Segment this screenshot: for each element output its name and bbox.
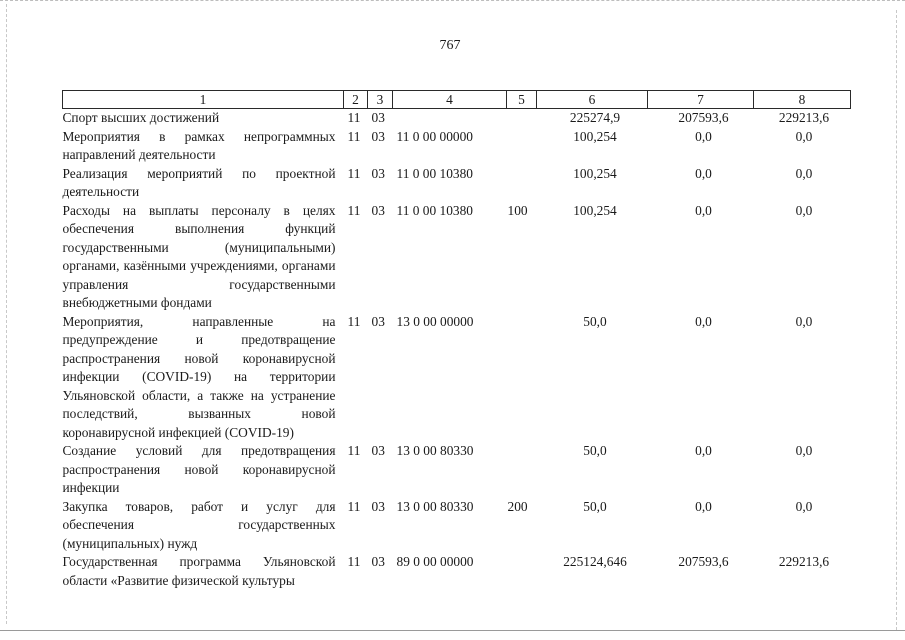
column-header-amount-2: 7 [648,91,754,109]
row-target-code [393,109,507,128]
row-subsection: 03 [371,128,385,144]
row-section: 11 [347,202,361,218]
scan-edge-bottom [0,630,905,632]
row-amount-3: 0,0 [795,128,813,144]
row-amount-3: 0,0 [795,202,813,218]
row-name: Закупка товаров, работ и услуг для обеспечения государственных (муниципальных) нужд [62,498,336,551]
row-target-code: 13 0 00 80330 [396,443,474,458]
row-target-code: 13 0 00 80330 [396,498,474,514]
row-expense-type: 200 [507,498,528,514]
row-section: 11 [347,498,361,514]
column-header-subsection: 3 [368,91,393,109]
row-expense-type [507,128,537,165]
row-name: Государственная программа Ульяновской области «Развитие физической культуры [62,554,336,588]
row-amount-1: 100,254 [573,202,617,218]
row-subsection: 03 [371,110,385,125]
table-row [63,553,851,590]
column-header-name: 1 [63,91,344,109]
row-amount-3: 229213,6 [778,110,830,125]
row-amount-1: 50,0 [583,498,607,514]
row-amount-2: 0,0 [695,165,712,181]
row-amount-1: 225124,646 [563,554,627,569]
row-section: 11 [347,443,361,458]
table-row [63,202,851,313]
row-name: Мероприятия, направленные на предупреждение и предотвращение распространения новой коронавирусной инфекции (COVID-19) на территории Ульяновской области, а также на устранение последствий, вызванных новой коронавирусной инфекцией (COVID-19) [62,313,336,440]
page-number: 767 [439,38,461,53]
row-expense-type [507,313,537,443]
row-section: 11 [347,128,361,144]
row-target-code: 11 0 00 10380 [396,165,473,181]
budget-table [62,90,851,590]
row-subsection: 03 [371,443,385,458]
row-amount-1: 225274,9 [569,110,621,125]
row-amount-2: 0,0 [695,313,712,329]
row-expense-type [507,442,537,498]
scan-edge-left [6,4,8,624]
row-section: 11 [347,165,361,181]
row-expense-type: 100 [507,202,528,218]
row-amount-3: 0,0 [795,443,813,458]
row-target-code: 11 0 00 10380 [396,202,473,218]
row-amount-3: 0,0 [795,165,813,181]
row-amount-3: 0,0 [795,498,813,514]
row-section: 11 [347,313,361,329]
table-row [63,313,851,443]
table-row [63,165,851,202]
row-expense-type [507,553,537,590]
row-subsection: 03 [371,498,385,514]
row-name: Мероприятия в рамках непрограммных направлений деятельности [62,128,336,162]
row-section: 11 [347,110,361,125]
table-body [63,109,851,591]
row-expense-type [507,109,537,128]
row-name: Спорт высших достижений [62,110,220,125]
row-amount-1: 100,254 [573,128,617,144]
column-header-section: 2 [344,91,368,109]
column-header-amount-1: 6 [537,91,648,109]
row-name: Создание условий для предотвращения распространения новой коронавирусной инфекции [62,443,336,495]
table-row [63,498,851,554]
row-amount-1: 100,254 [573,165,617,181]
table-header [63,91,851,109]
row-target-code: 13 0 00 00000 [396,313,474,329]
row-target-code: 89 0 00 00000 [396,554,474,569]
row-subsection: 03 [371,202,385,218]
row-amount-3: 229213,6 [778,554,830,569]
row-name: Реализация мероприятий по проектной деятельности [62,165,336,199]
row-subsection: 03 [371,554,385,569]
table-row [63,109,851,128]
table-row [63,128,851,165]
row-amount-2: 207593,6 [678,554,729,569]
row-amount-2: 0,0 [695,443,712,458]
table-row [63,442,851,498]
row-name: Расходы на выплаты персоналу в целях обеспечения выполнения функций государственными (муниципальными) органами, казёнными учреждениями, органами управления государственными внебюджетными фондами [62,202,336,310]
row-amount-1: 50,0 [583,313,607,329]
column-header-expense-type: 5 [507,91,537,109]
row-amount-2: 0,0 [695,128,712,144]
scan-edge-top [0,0,905,7]
column-header-target-code: 4 [393,91,507,109]
row-expense-type [507,165,537,202]
row-amount-2: 0,0 [695,202,712,218]
row-amount-2: 0,0 [695,498,712,514]
row-target-code: 11 0 00 00000 [396,128,473,144]
row-amount-3: 0,0 [795,313,813,329]
row-amount-2: 207593,6 [678,110,729,125]
scan-edge-right [896,10,898,630]
row-section: 11 [347,554,361,569]
row-subsection: 03 [371,313,385,329]
row-amount-1: 50,0 [583,443,607,458]
column-header-amount-3: 8 [754,91,851,109]
header-row [63,91,851,109]
row-subsection: 03 [371,165,385,181]
